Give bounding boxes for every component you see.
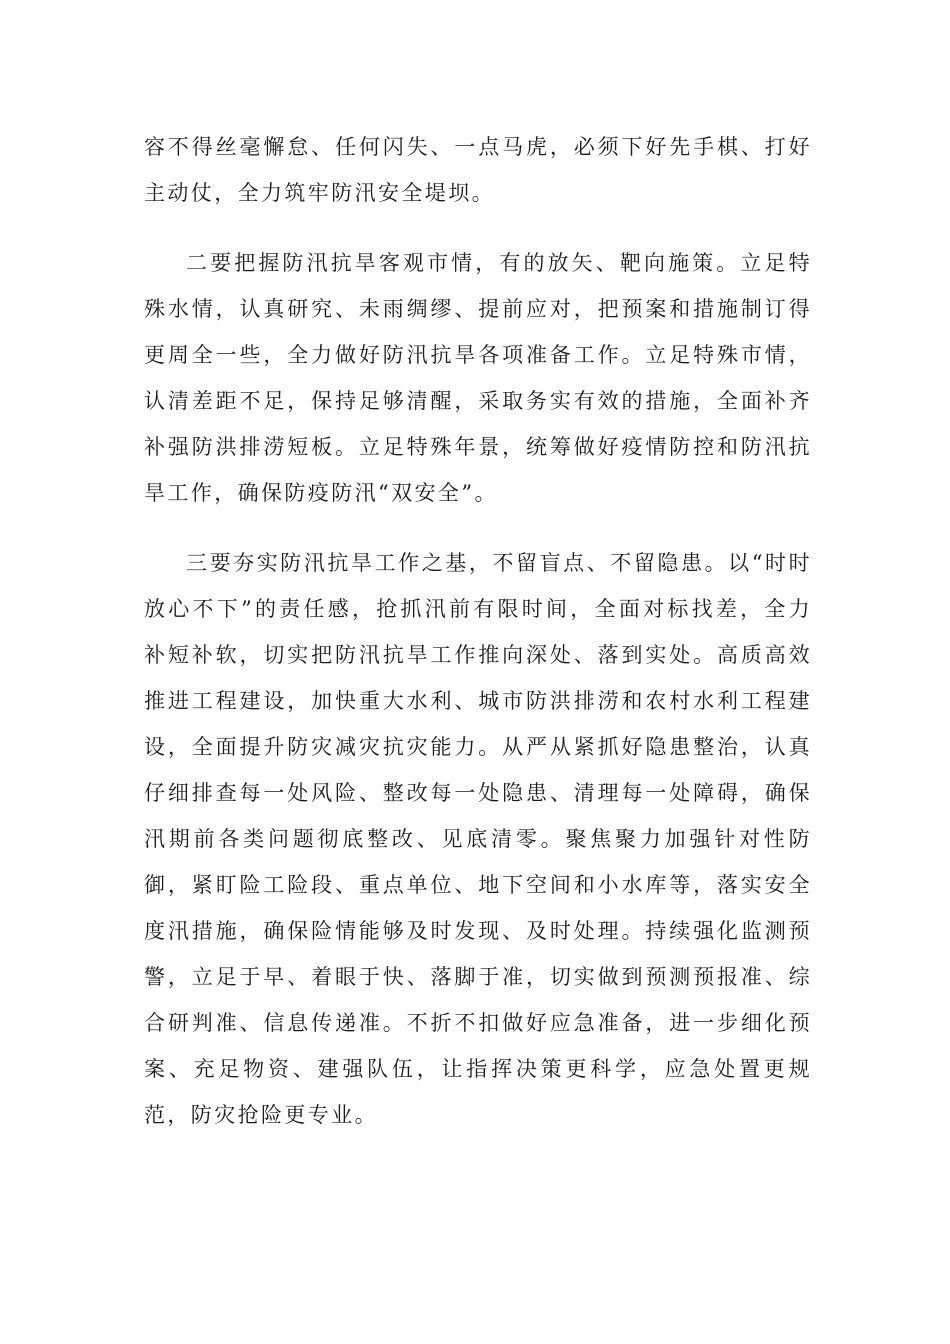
document-body [144,124,812,1138]
paragraph-point-three: 三要夯实防汛抗旱工作之基，不留盲点、不留隐患。以“时时放心不下”的责任感，抢抓汛前有限时间，全面对标找差，全力补短补软，切实把防汛抗旱工作推向深处、落到实处。高质高效推进工程建设，加快重大水利、城市防洪排涝和农村水利工程建设，全面提升防灾减灾抗灾能力。从严从紧抓好隐患整治，认真仔细排查每一处风险、整改每一处隐患、清理每一处障碍，确保汛期前各类问题彻底整改、见底清零。聚焦聚力加强针对性防御，紧盯险工险段、重点单位、地下空间和小水库等，落实安全度汛措施，确保险情能够及时发现、及时处理。持续强化监测预警，立足于早、着眼于快、落脚于准，切实做到预测预报准、综合研判准、信息传递准。不折不扣做好应急准备，进一步细化预案、充足物资、建强队伍，让指挥决策更科学，应急处置更规范，防灾抢险更专业。 [144,551,812,1127]
paragraph-point-two: 二要把握防汛抗旱客观市情，有的放矢、靶向施策。立足特殊水情，认真研究、未雨绸缪、提前应对，把预案和措施制订得更周全一些，全力做好防汛抗旱各项准备工作。立足特殊市情，认清差距不足，保持足够清醒，采取务实有效的措施，全面补齐补强防洪排涝短板。立足特殊年景，统筹做好疫情防控和防汛抗旱工作，确保防疫防汛“双安全”。 [144,251,812,505]
paragraph-continuation: 容不得丝毫懈怠、任何闪失、一点马虎，必须下好先手棋、打好主动仗，全力筑牢防汛安全堤坝。 [144,135,812,205]
